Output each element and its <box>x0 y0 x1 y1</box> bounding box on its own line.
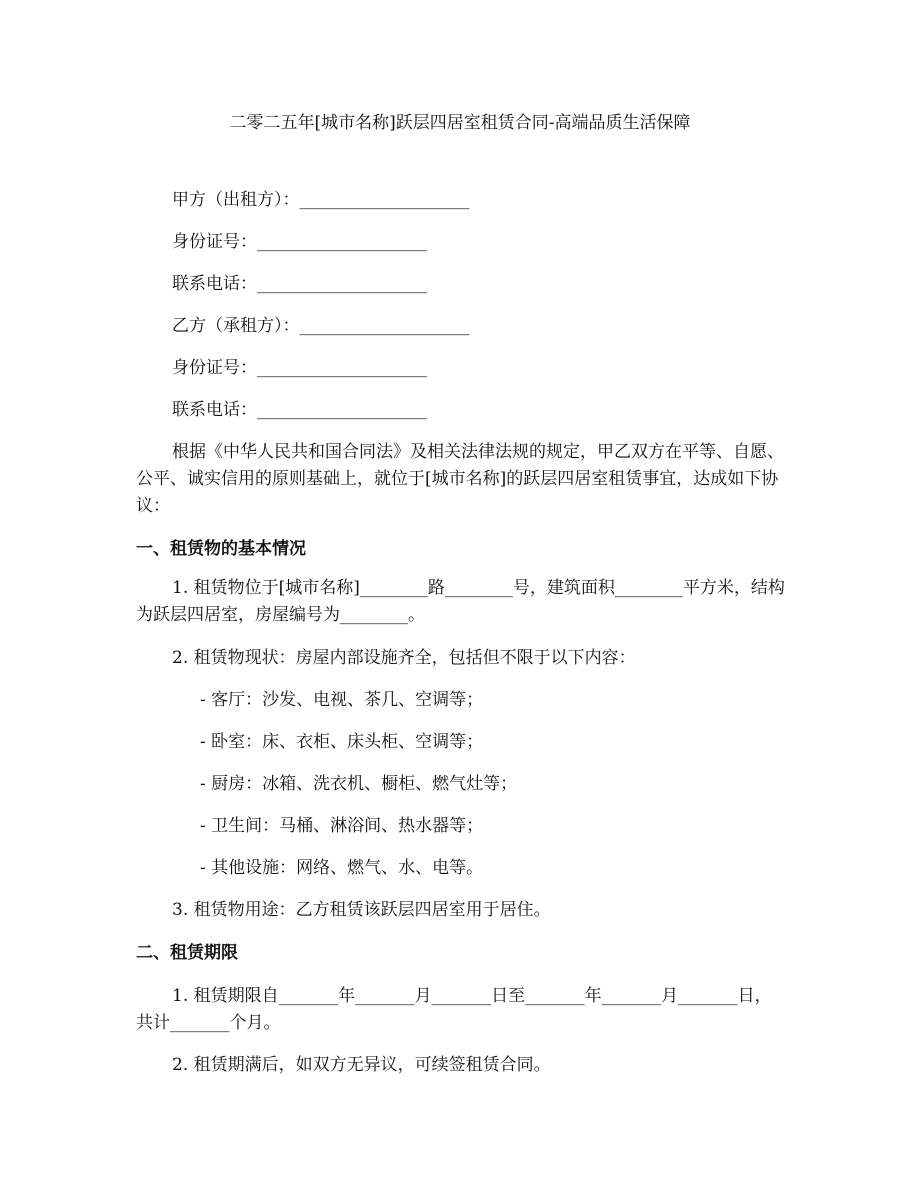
preamble-paragraph: 根据《中华人民共和国合同法》及相关法律法规的规定，甲乙双方在平等、自愿、公平、诚实信用的原则基础上，就位于[城市名称]的跃层四居室租赁事宜，达成如下协议： <box>136 442 784 516</box>
section-2-item-2: 2. 租赁期满后，如双方无异议，可续签租赁合同。 <box>172 1055 551 1075</box>
party-a-name: 甲方（出租方）：____________________ <box>172 190 470 210</box>
section-1-item-3: 3. 租赁物用途：乙方租赁该跃层四居室用于居住。 <box>172 900 551 920</box>
section-2-heading: 二、租赁期限 <box>136 943 238 963</box>
facility-list-item: - 厨房：冰箱、洗衣机、橱柜、燃气灶等； <box>200 774 518 794</box>
section-2-item-1: 1. 租赁期限自_______年_______月_______日至_______年_______月_______日，共计_______个月。 <box>136 986 772 1033</box>
facility-list-item: - 其他设施：网络、燃气、水、电等。 <box>200 858 484 878</box>
party-b-name: 乙方（承租方）：____________________ <box>172 316 470 336</box>
party-b-id: 身份证号：____________________ <box>172 358 427 378</box>
party-a-id: 身份证号：____________________ <box>172 232 427 252</box>
facility-list-item: - 卧室：床、衣柜、床头柜、空调等； <box>200 732 484 752</box>
section-1-item-1: 1. 租赁物位于[城市名称]________路________号，建筑面积________平方米，结构为跃层四居室，房屋编号为________。 <box>136 578 785 625</box>
party-a-phone: 联系电话：____________________ <box>172 274 427 294</box>
document-title: 二零二五年[城市名称]跃层四居室租赁合同-高端品质生活保障 <box>229 113 691 133</box>
section-1-item-2: 2. 租赁物现状：房屋内部设施齐全，包括但不限于以下内容： <box>172 648 636 668</box>
section-1-heading: 一、租赁物的基本情况 <box>136 539 306 559</box>
party-b-phone: 联系电话：____________________ <box>172 400 427 420</box>
facility-list-item: - 卫生间：马桶、淋浴间、热水器等； <box>200 816 484 836</box>
facility-list-item: - 客厅：沙发、电视、茶几、空调等； <box>200 690 484 710</box>
